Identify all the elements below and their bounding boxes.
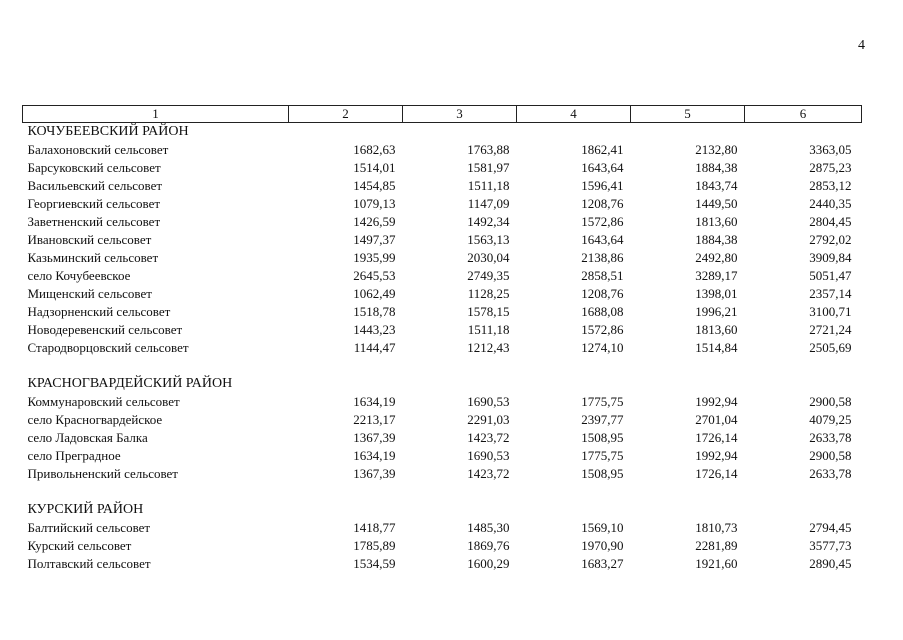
- value-cell-col-6: 2633,78: [809, 466, 852, 481]
- value-cell-col-6: 2853,12: [809, 178, 852, 193]
- value-cell-col-2: 1682,63: [353, 142, 396, 157]
- value-cell-col-2: 1634,19: [353, 394, 396, 409]
- value-cell-col-5: 1921,60: [695, 556, 738, 571]
- value-cell-col-3: 1423,72: [467, 466, 510, 481]
- value-cell-col-2: 1785,89: [353, 538, 396, 553]
- value-cell-col-3: 1485,30: [467, 520, 510, 535]
- value-cell-col-5: 1514,84: [695, 340, 738, 355]
- value-cell-col-3: 2030,04: [467, 250, 510, 265]
- value-cell-col-3: 1147,09: [467, 196, 510, 211]
- value-cell-col-3: 1423,72: [467, 430, 510, 445]
- value-cell-col-6: 2505,69: [809, 340, 852, 355]
- column-header-5: 5: [631, 106, 745, 123]
- value-cell-col-5: 1996,21: [695, 304, 738, 319]
- value-cell-col-3: 1690,53: [467, 394, 510, 409]
- table-row: [23, 285, 862, 303]
- value-cell-col-3: 1600,29: [467, 556, 510, 571]
- table-row: [23, 393, 862, 411]
- value-cell-col-6: 2633,78: [809, 430, 852, 445]
- table-row: [23, 249, 862, 267]
- value-cell-col-3: 1578,15: [467, 304, 510, 319]
- value-cell-col-4: 1775,75: [581, 394, 624, 409]
- column-header-1: 1: [23, 106, 289, 123]
- table-row: [23, 447, 862, 465]
- value-cell-col-6: 3577,73: [809, 538, 852, 553]
- tariff-table: [22, 105, 862, 573]
- table-row: [23, 321, 862, 339]
- settlement-name: Курский сельсовет: [27, 538, 132, 553]
- value-cell-col-2: 1062,49: [353, 286, 396, 301]
- table-row: [23, 429, 862, 447]
- value-cell-col-4: 1274,10: [581, 340, 624, 355]
- section-spacer: [23, 357, 862, 375]
- value-cell-col-5: 1726,14: [695, 430, 738, 445]
- value-cell-col-6: 2357,14: [809, 286, 852, 301]
- spacer-cell: [23, 357, 862, 375]
- value-cell-col-6: 2900,58: [809, 448, 852, 463]
- table-row: [23, 231, 862, 249]
- table-row: [23, 213, 862, 231]
- table-row: [23, 411, 862, 429]
- value-cell-col-4: 1862,41: [581, 142, 624, 157]
- table-row: [23, 339, 862, 357]
- table-row: [23, 519, 862, 537]
- value-cell-col-3: 1869,76: [467, 538, 510, 553]
- value-cell-col-2: 1144,47: [353, 340, 396, 355]
- value-cell-col-6: 3363,05: [809, 142, 852, 157]
- value-cell-col-3: 1690,53: [467, 448, 510, 463]
- value-cell-col-6: 2875,23: [809, 160, 852, 175]
- value-cell-col-5: 1726,14: [695, 466, 738, 481]
- column-header-3: 3: [403, 106, 517, 123]
- value-cell-col-2: 1514,01: [353, 160, 396, 175]
- value-cell-col-5: 1398,01: [695, 286, 738, 301]
- section-spacer: [23, 483, 862, 501]
- value-cell-col-3: 1511,18: [467, 322, 510, 337]
- value-cell-col-2: 1497,37: [353, 232, 396, 247]
- settlement-name: Ивановский сельсовет: [27, 232, 152, 247]
- value-cell-col-4: 1208,76: [581, 286, 624, 301]
- value-cell-col-3: 2749,35: [467, 268, 510, 283]
- settlement-name: село Преградное: [27, 448, 121, 463]
- value-cell-col-3: 1563,13: [467, 232, 510, 247]
- settlement-name: село Ладовская Балка: [27, 430, 148, 445]
- settlement-name: Коммунаровский сельсовет: [27, 394, 180, 409]
- value-cell-col-4: 1970,90: [581, 538, 624, 553]
- value-cell-col-4: 1572,86: [581, 322, 624, 337]
- value-cell-col-3: 1492,34: [467, 214, 510, 229]
- value-cell-col-3: 1212,43: [467, 340, 510, 355]
- table-row: [23, 177, 862, 195]
- district-heading: КОЧУБЕЕВСКИЙ РАЙОН: [27, 124, 189, 139]
- table-row: [23, 141, 862, 159]
- value-cell-col-5: 1810,73: [695, 520, 738, 535]
- value-cell-col-5: 1813,60: [695, 322, 738, 337]
- value-cell-col-4: 1688,08: [581, 304, 624, 319]
- column-header-2: 2: [289, 106, 403, 123]
- value-cell-col-2: 1935,99: [353, 250, 396, 265]
- value-cell-col-2: 1367,39: [353, 466, 396, 481]
- settlement-name: Привольненский сельсовет: [27, 466, 178, 481]
- value-cell-col-2: 1079,13: [353, 196, 396, 211]
- value-cell-col-2: 1426,59: [353, 214, 396, 229]
- settlement-name: Заветненский сельсовет: [27, 214, 161, 229]
- value-cell-col-6: 5051,47: [809, 268, 852, 283]
- value-cell-col-3: 2291,03: [467, 412, 510, 427]
- settlement-name: село Кочубеевское: [27, 268, 131, 283]
- value-cell-col-4: 2138,86: [581, 250, 624, 265]
- settlement-name: Васильевский сельсовет: [27, 178, 163, 193]
- value-cell-col-5: 1884,38: [695, 160, 738, 175]
- value-cell-col-5: 1884,38: [695, 232, 738, 247]
- value-cell-col-5: 2701,04: [695, 412, 738, 427]
- value-cell-col-5: 2492,80: [695, 250, 738, 265]
- value-cell-col-6: 2792,02: [809, 232, 852, 247]
- value-cell-col-2: 1634,19: [353, 448, 396, 463]
- value-cell-col-6: 2794,45: [809, 520, 852, 535]
- value-cell-col-5: 1449,50: [695, 196, 738, 211]
- settlement-name: Балахоновский сельсовет: [27, 142, 169, 157]
- value-cell-col-2: 1534,59: [353, 556, 396, 571]
- value-cell-col-5: 3289,17: [695, 268, 738, 283]
- column-header-4: 4: [517, 106, 631, 123]
- value-cell-col-2: 2645,53: [353, 268, 396, 283]
- column-header-6: 6: [745, 106, 862, 123]
- table-row: [23, 465, 862, 483]
- value-cell-col-4: 2397,77: [581, 412, 624, 427]
- value-cell-col-2: 1454,85: [353, 178, 396, 193]
- value-cell-col-6: 3909,84: [809, 250, 852, 265]
- value-cell-col-6: 2890,45: [809, 556, 852, 571]
- value-cell-col-2: 1443,23: [353, 322, 396, 337]
- value-cell-col-6: 2440,35: [809, 196, 852, 211]
- settlement-name: Новодеревенский сельсовет: [27, 322, 183, 337]
- spacer-cell: [23, 483, 862, 501]
- table-header: [23, 106, 862, 123]
- value-cell-col-6: 2900,58: [809, 394, 852, 409]
- value-cell-col-4: 1643,64: [581, 232, 624, 247]
- value-cell-col-2: 1418,77: [353, 520, 396, 535]
- district-heading-row: [23, 375, 862, 393]
- value-cell-col-4: 2858,51: [581, 268, 624, 283]
- value-cell-col-5: 1992,94: [695, 448, 738, 463]
- value-cell-col-3: 1763,88: [467, 142, 510, 157]
- value-cell-col-4: 1569,10: [581, 520, 624, 535]
- value-cell-col-4: 1508,95: [581, 466, 624, 481]
- district-heading-row: [23, 123, 862, 142]
- value-cell-col-5: 1813,60: [695, 214, 738, 229]
- table-row: [23, 159, 862, 177]
- value-cell-col-2: 2213,17: [353, 412, 396, 427]
- table-row: [23, 303, 862, 321]
- settlement-name: Надзорненский сельсовет: [27, 304, 171, 319]
- value-cell-col-3: 1128,25: [467, 286, 510, 301]
- value-cell-col-4: 1775,75: [581, 448, 624, 463]
- table-row: [23, 195, 862, 213]
- table-body: [23, 123, 862, 574]
- value-cell-col-4: 1643,64: [581, 160, 624, 175]
- settlement-name: Казьминский сельсовет: [27, 250, 159, 265]
- district-heading: КУРСКИЙ РАЙОН: [27, 502, 144, 517]
- settlement-name: Полтавский сельсовет: [27, 556, 151, 571]
- value-cell-col-6: 3100,71: [809, 304, 852, 319]
- value-cell-col-5: 2281,89: [695, 538, 738, 553]
- settlement-name: Георгиевский сельсовет: [27, 196, 161, 211]
- value-cell-col-6: 2804,45: [809, 214, 852, 229]
- value-cell-col-4: 1596,41: [581, 178, 624, 193]
- value-cell-col-4: 1683,27: [581, 556, 624, 571]
- value-cell-col-5: 1843,74: [695, 178, 738, 193]
- settlement-name: Барсуковский сельсовет: [27, 160, 161, 175]
- value-cell-col-5: 1992,94: [695, 394, 738, 409]
- value-cell-col-2: 1518,78: [353, 304, 396, 319]
- settlement-name: Мищенский сельсовет: [27, 286, 152, 301]
- district-heading-row: [23, 501, 862, 519]
- value-cell-col-6: 2721,24: [809, 322, 852, 337]
- settlement-name: село Красногвардейское: [27, 412, 163, 427]
- value-cell-col-2: 1367,39: [353, 430, 396, 445]
- value-cell-col-4: 1572,86: [581, 214, 624, 229]
- settlement-name: Стародворцовский сельсовет: [27, 340, 189, 355]
- value-cell-col-5: 2132,80: [695, 142, 738, 157]
- table-row: [23, 267, 862, 285]
- value-cell-col-6: 4079,25: [809, 412, 852, 427]
- header-row: [23, 106, 862, 123]
- value-cell-col-4: 1508,95: [581, 430, 624, 445]
- table-row: [23, 537, 862, 555]
- value-cell-col-3: 1511,18: [467, 178, 510, 193]
- settlement-name: Балтийский сельсовет: [27, 520, 151, 535]
- district-heading: КРАСНОГВАРДЕЙСКИЙ РАЙОН: [27, 376, 233, 391]
- value-cell-col-3: 1581,97: [467, 160, 510, 175]
- page-number: 4: [858, 38, 865, 53]
- table-row: [23, 555, 862, 573]
- value-cell-col-4: 1208,76: [581, 196, 624, 211]
